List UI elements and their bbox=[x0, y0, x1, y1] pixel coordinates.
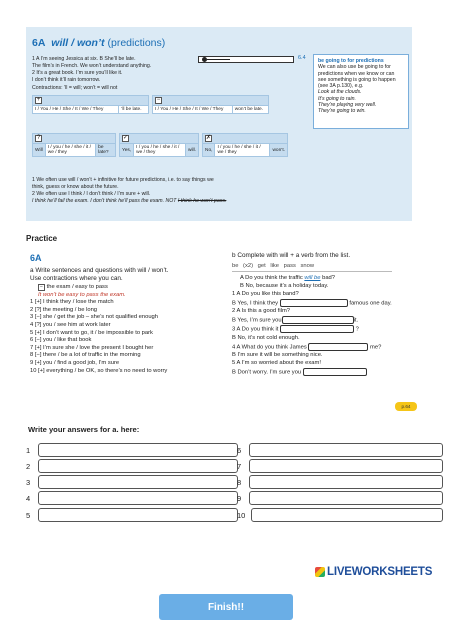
answer-row-4: 4 bbox=[26, 491, 238, 505]
answer-input-8[interactable] bbox=[249, 475, 443, 489]
blank-input-3[interactable] bbox=[280, 325, 354, 333]
answer-input-5[interactable] bbox=[38, 508, 238, 522]
answer-input-7[interactable] bbox=[249, 459, 443, 473]
list-item: 1 [+] I think they / lose the match bbox=[30, 299, 114, 306]
answer-row-8: 8 bbox=[237, 475, 443, 489]
finish-button[interactable]: Finish!! bbox=[159, 594, 293, 620]
answer-input-4[interactable] bbox=[38, 491, 238, 505]
page-reference-badge: p.64 bbox=[395, 402, 417, 411]
blank-input-4[interactable] bbox=[308, 343, 368, 351]
answer-row-9: 9 bbox=[237, 491, 443, 505]
answer-input-9[interactable] bbox=[249, 491, 443, 505]
list-item: 4 [?] you / see him at work later bbox=[30, 321, 111, 328]
logo-icon bbox=[315, 567, 325, 577]
list-item: 8 [−] there / be a lot of traffic in the morning bbox=[30, 352, 141, 359]
answer-row-6: 6 bbox=[237, 443, 443, 457]
question-table: ? Will I / you / he / she / it / we / they be late? bbox=[32, 133, 116, 157]
be-going-to-box: be going to for predictions We can also use be going to for predictions when we know or can see something is going to happen (see 3A p.130), e.g. Look at the clouds. It’s going to rain. They’re playing very well. They’re going to win. bbox=[313, 54, 409, 129]
blank-input-2[interactable] bbox=[282, 316, 354, 324]
answer-input-6[interactable] bbox=[249, 443, 443, 457]
question-icon: ? bbox=[36, 135, 41, 141]
plus-icon: + bbox=[36, 97, 41, 103]
practice-unit: 6A bbox=[30, 253, 42, 263]
answer-input-10[interactable] bbox=[251, 508, 443, 522]
list-item: 9 [+] you / find a good job, I’m sure bbox=[30, 359, 120, 366]
exercise-a: a Write sentences and questions with will / won’t. Use contractions where you can. − the exam / easy to pass It won’t be easy to pass the exam. 1 [+] I think they / lose the match 2 [?] the meeting / be long 3 [−] she / get the job – she’s not qualified enough 4 [?] you / see him at work later 5 [+] I don’t want to go, it / be impossible to park 6 [−] you / like that book 7 [+] I’m sure she / love the present I bought her 8 [−] there / be a lot of traffic in the morning 9 [+] you / find a good job, I’m sure 10 [+] everything / be OK, so there’s no need to worry bbox=[30, 267, 225, 375]
liveworksheets-logo: LIVEWORKSHEETS bbox=[315, 566, 432, 578]
grammar-title: 6A will / won’t (predictions) bbox=[32, 37, 166, 49]
no-table: ✗ No, I / you / he / she / it / we / they won’t. bbox=[202, 133, 288, 157]
negative-table: − I / You / He / She / It / We / They won’t be late. bbox=[152, 95, 269, 114]
grammar-examples: 1 A I’m seeing Jessica at six. B She’ll be late. The film’s in French. We won’t understand anything. 2 It’s a great book. I’m sure you’ll like it. I don’t think it’ll rain tomorrow. bbox=[32, 56, 152, 83]
audio-track-number: 6.4 bbox=[298, 55, 306, 61]
answer-row-1: 1 bbox=[26, 443, 238, 457]
grammar-rules: 1 We often use will / won’t + infinitive for future predictions, i.e. to say things we think, guess or know about the future. 2 We often use I think / I don’t think / I’m sure + will. I think he’ll fail the exam. I don’t think he’ll pass the exam. NOT I think he won’t pass. bbox=[32, 177, 227, 204]
yes-table: ✓ Yes, I / you / he / she / it / we / they will. bbox=[119, 133, 199, 157]
practice-heading: Practice bbox=[26, 234, 58, 243]
cross-icon: ✗ bbox=[206, 135, 212, 141]
answer-input-2[interactable] bbox=[38, 459, 238, 473]
list-item: 6 [−] you / like that book bbox=[30, 337, 92, 344]
blank-input-1[interactable] bbox=[280, 299, 348, 307]
list-item: 10 [+] everything / be OK, so there’s no need to worry bbox=[30, 367, 168, 374]
minus-icon: − bbox=[38, 284, 45, 291]
word-list: be (x2) get like pass snow bbox=[232, 263, 392, 272]
side-box-title: be going to for predictions bbox=[318, 58, 384, 64]
list-item: 2 [?] the meeting / be long bbox=[30, 306, 98, 313]
answer-row-3: 3 bbox=[26, 475, 238, 489]
answer-row-10: 10 bbox=[237, 508, 443, 522]
audio-player[interactable] bbox=[198, 56, 294, 63]
contractions-note: Contractions: ’ll = will; won’t = will not bbox=[32, 85, 118, 91]
check-icon: ✓ bbox=[123, 135, 129, 141]
grammar-panel bbox=[26, 27, 412, 221]
minus-icon: − bbox=[156, 97, 161, 103]
list-item: 3 [−] she / get the job – she’s not qualified enough bbox=[30, 314, 159, 321]
answer-row-2: 2 bbox=[26, 459, 238, 473]
answer-input-3[interactable] bbox=[38, 475, 238, 489]
list-item: 5 [+] I don’t want to go, it / be impossible to park bbox=[30, 329, 153, 336]
answer-input-1[interactable] bbox=[38, 443, 238, 457]
answers-title: Write your answers for a. here: bbox=[28, 425, 140, 434]
blank-input-5[interactable] bbox=[303, 368, 367, 376]
exercise-b: b Complete with will + a verb from the list. be (x2) get like pass snow A Do you think the traffic will be bad? B No, because it’s a holiday today. 1 A Do you like this band? B Yes, I think they famous one day. 2 A Is this a good film? B Yes, I’m sure you it. 3 A Do you think it ? B No, it’s not cold enough. 4 A What do you think James me? B I’m sure it will be something nice. 5 A I’m so worried about the exam! B Don’t worry. I’m sure you bbox=[232, 252, 392, 376]
answer-row-5: 5 bbox=[26, 508, 238, 522]
positive-table: + I / You / He / She / It / We / They ’ll be late. bbox=[32, 95, 149, 114]
list-item: 7 [+] I’m sure she / love the present I bought her bbox=[30, 344, 154, 351]
answer-row-7: 7 bbox=[237, 459, 443, 473]
